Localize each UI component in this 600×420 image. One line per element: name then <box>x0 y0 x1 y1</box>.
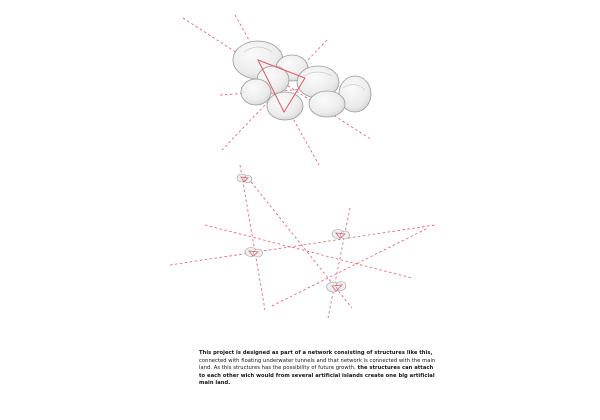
structure-node <box>327 282 347 293</box>
project-description <box>199 350 439 388</box>
network-line <box>272 228 428 306</box>
description-bold-intro: This project is designed as part of a network consisting of structures like this, <box>199 350 433 356</box>
description-body: connected with floating underwater tunnels and that network is connected with the main land. As this structures has the possibility of future growth, <box>199 357 436 372</box>
bubble-module <box>309 91 345 117</box>
structure-node <box>332 230 350 240</box>
structure-node <box>245 248 263 258</box>
network-guides <box>170 165 435 318</box>
structure-node <box>237 174 252 183</box>
description-bold-conclusion: the structures can attach to each other wich would from several artificial islands create one big artificial main land. <box>199 365 435 387</box>
network-nodes <box>237 174 350 292</box>
network-line <box>170 225 435 265</box>
network-line <box>328 208 350 318</box>
network-line <box>240 165 265 310</box>
bubble-module <box>267 92 303 120</box>
main-structure <box>233 41 371 120</box>
bubble-module <box>241 79 271 105</box>
